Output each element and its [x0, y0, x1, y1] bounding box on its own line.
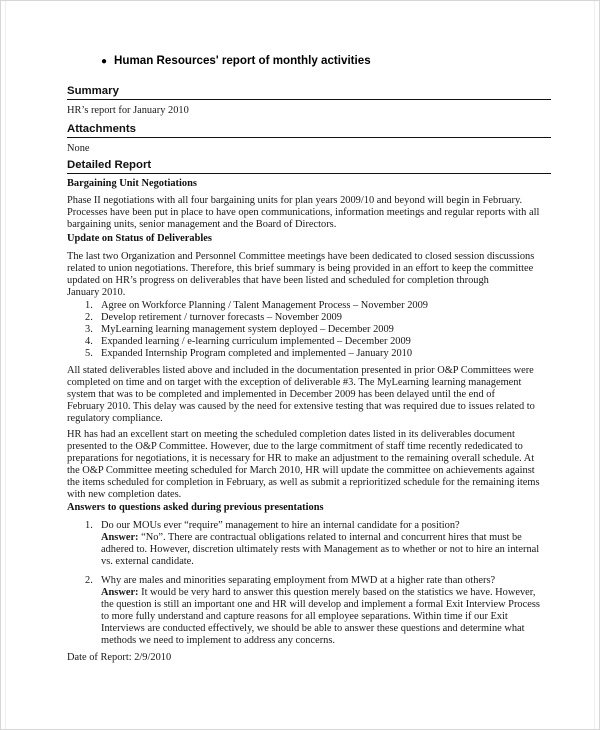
list-item-text: MyLearning learning management system deployed – December 2009: [101, 323, 394, 335]
paragraph-line: completed on time and on target with the exception of deliverable #3. The MyLearning learning management: [67, 376, 522, 388]
list-item: [85, 300, 551, 312]
paragraph-line: January 2010.: [67, 286, 126, 298]
answer-line: Interviews are conducted effectively, we should be able to answer these questions and determine what: [101, 622, 525, 634]
list-number: 5.: [85, 347, 93, 359]
deliverables-intro-paragraph: [67, 251, 551, 299]
answer-line: [101, 532, 539, 544]
question-item-2: [85, 575, 555, 646]
paragraph-line: preparations for negotiations, it is necessary for HR to make an adjustment to the remaining overall schedule. At: [67, 452, 535, 464]
list-item: [85, 520, 555, 568]
summary-text: HR’s report for January 2010: [67, 105, 189, 116]
list-number: 4.: [85, 335, 93, 347]
list-item-text: Develop retirement / turnover forecasts – November 2009: [101, 311, 342, 323]
paragraph-line: Phase II negotiations with all four bargaining units for plan years 2009/10 and beyond will begin in February.: [67, 195, 523, 206]
paragraph-line: system that was to be completed and implemented in December 2009 has been delayed until the end of: [67, 388, 495, 400]
list-item-text: Agree on Workforce Planning / Talent Management Process – November 2009: [101, 300, 429, 311]
answer-line: methods we need to implement to address any concerns.: [101, 634, 336, 646]
list-item-text: Expanded learning / e-learning curriculum implemented – December 2009: [101, 335, 411, 347]
answer-line: the question is still an important one and HR will develop and implement a formal Exit Interview Process: [101, 598, 540, 610]
paragraph-line: bargaining units, senior management and the Board of Directors.: [67, 218, 337, 230]
list-item: [85, 575, 555, 646]
bargaining-heading: Bargaining Unit Negotiations: [67, 178, 197, 189]
paragraph-line: Processes have been put in place to have open communications, information meetings and regular reports with all: [67, 206, 540, 218]
answer-line: to more fully understand and capture reasons for all employee separations. Within time if our Exit: [101, 610, 508, 622]
paragraph-line: with new completion dates.: [67, 488, 182, 500]
list-item-text: Expanded Internship Program completed and implemented – January 2010: [101, 347, 413, 359]
bargaining-paragraph: [67, 195, 551, 231]
paragraph-line: All stated deliverables listed above and included in the documentation presented in prior O&P Committees were: [67, 365, 534, 376]
paragraph-line: February 2010. This delay was caused by the need for extensive testing that was required due to issues related to: [67, 400, 535, 412]
list-item: [85, 312, 551, 324]
document-title: [101, 54, 371, 67]
answer-label: Answer:: [101, 531, 139, 543]
answer-text: It would be very hard to answer this question merely based on the statistics we have. However,: [138, 586, 536, 598]
paragraph-line: updated on HR’s progress on deliverables that have been listed and scheduled for completion through: [67, 274, 489, 286]
attachments-text: None: [67, 143, 90, 154]
document-title-text: Human Resources' report of monthly activities: [114, 54, 371, 67]
summary-heading: Summary: [67, 85, 551, 100]
list-number: 2.: [85, 311, 93, 323]
paragraph-line: HR has had an excellent start on meeting the scheduled completion dates listed in its deliverables document: [67, 429, 515, 440]
deliverables-list: [85, 300, 551, 360]
question-item-1: [85, 520, 555, 568]
deliverables-heading: Update on Status of Deliverables: [67, 233, 212, 244]
answer-line: adhered to. However, discretion ultimately rests with Management as to whether or not to hire an internal: [101, 543, 540, 555]
paragraph-line: The last two Organization and Personnel Committee meetings have been dedicated to closed session discussions: [67, 251, 535, 262]
paragraph-line: related to union negotiations. Therefore, this brief summary is being provided in an effort to keep the committee: [67, 262, 534, 274]
paragraph-line: the O&P Committee meeting scheduled for March 2010, HR will update the committee on achievements against: [67, 464, 535, 476]
attachments-heading: Attachments: [67, 123, 551, 138]
list-item: [85, 324, 551, 336]
answer-text: “No”. There are contractual obligations related to internal and concurrent hires that must be: [138, 531, 522, 543]
date-of-report: Date of Report: 2/9/2010: [67, 652, 172, 663]
question-body: [101, 520, 539, 568]
deliverables-status-paragraph: [67, 365, 551, 425]
list-number: 3.: [85, 323, 93, 335]
list-item: [85, 336, 551, 348]
paragraph-line: the items scheduled for completion in February, as well as submit a reprioritized schedule for the remaining items: [67, 476, 540, 488]
list-number: 1.: [85, 300, 93, 311]
paragraph-line: regulatory compliance.: [67, 412, 163, 424]
list-number: 2.: [85, 575, 93, 586]
questions-heading: Answers to questions asked during previous presentations: [67, 502, 324, 513]
detailed-report-heading: Detailed Report: [67, 159, 551, 174]
question-text: Do our MOUs ever “require” management to hire an internal candidate for a position?: [101, 520, 460, 531]
page-edge-right: [594, 1, 595, 729]
page-edge-left: [5, 1, 6, 729]
question-body: [101, 575, 540, 646]
question-text: Why are males and minorities separating employment from MWD at a higher rate than others?: [101, 575, 496, 586]
bullet-icon: ●: [101, 56, 108, 67]
schedule-paragraph: [67, 429, 551, 500]
list-number: 1.: [85, 520, 93, 531]
paragraph-line: presented to the O&P Committee. However, due to the large commitment of staff time recently rededicated to: [67, 440, 523, 452]
answer-line: vs. external candidate.: [101, 555, 194, 567]
answer-line: [101, 587, 540, 599]
answer-label: Answer:: [101, 586, 139, 598]
list-item: [85, 348, 551, 360]
